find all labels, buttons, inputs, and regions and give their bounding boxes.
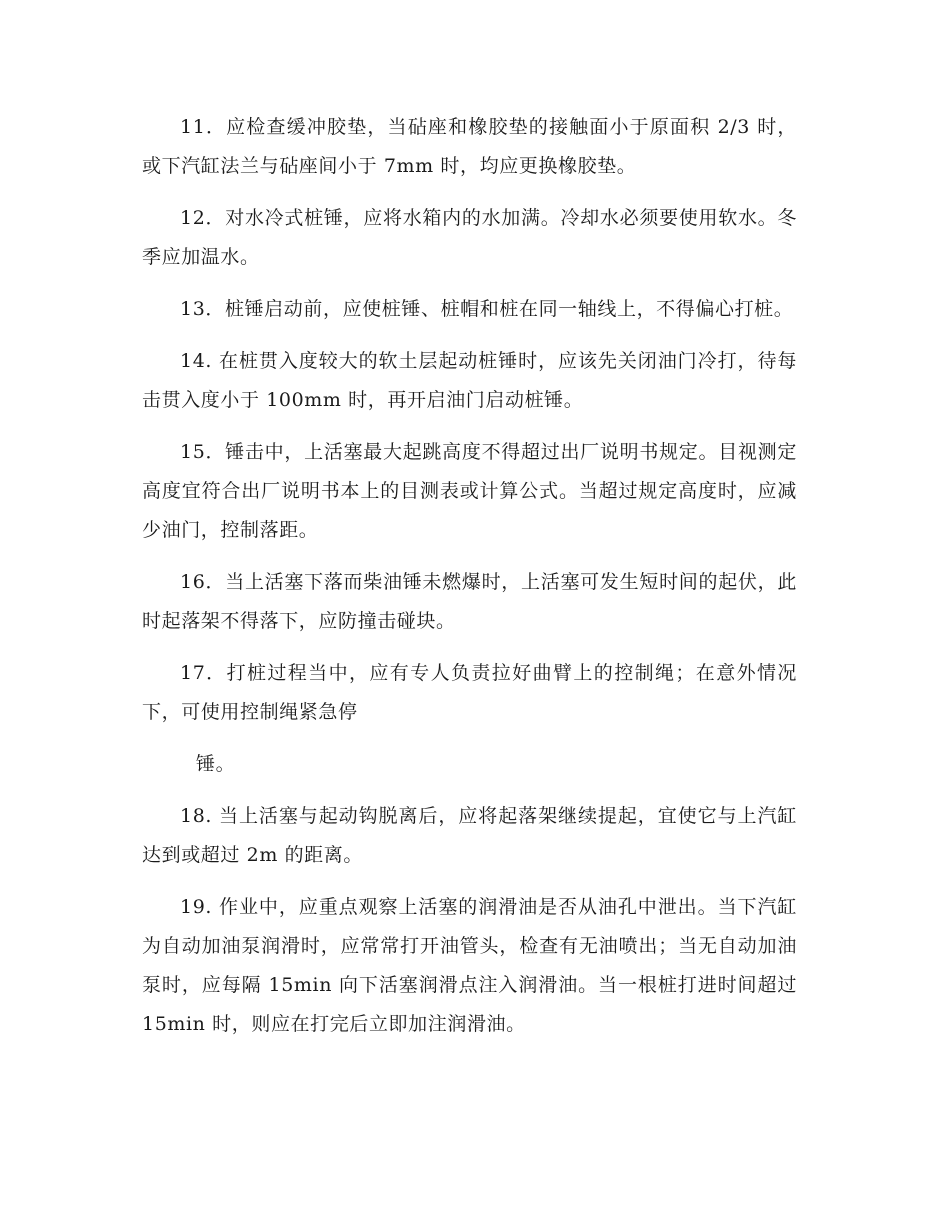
paragraph-item-17: 17．打桩过程当中，应有专人负责拉好曲臂上的控制绳；在意外情况下，可使用控制绳紧急停 bbox=[142, 662, 797, 723]
paragraph-item-13: 13．桩锤启动前，应使桩锤、桩帽和桩在同一轴线上，不得偏心打桩。 bbox=[180, 298, 794, 320]
paragraph-item-15: 15．锤击中，上活塞最大起跳高度不得超过出厂说明书规定。目视测定高度宜符合出厂说明书本上的目测表或计算公式。当超过规定高度时，应减少油门，控制落距。 bbox=[142, 441, 797, 541]
paragraph-item-11: 11．应检查缓冲胶垫，当砧座和橡胶垫的接触面小于原面积 2/3 时，或下汽缸法兰与砧座间小于 7mm 时，均应更换橡胶垫。 bbox=[142, 116, 797, 177]
paragraph-item-19: 19. 作业中，应重点观察上活塞的润滑油是否从油孔中泄出。当下汽缸为自动加油泵润滑时，应常常打开油管头，检查有无油喷出；当无自动加油泵时，应每隔 15min 向下活塞润滑点注入润滑油。当一根桩打进时间超过 15min 时，则应在打完后立即加注润滑油。 bbox=[142, 896, 797, 1035]
paragraph-item-12: 12．对水冷式桩锤，应将水箱内的水加满。冷却水必须要使用软水。冬季应加温水。 bbox=[142, 207, 797, 268]
paragraph-item-18: 18. 当上活塞与起动钩脱离后，应将起落架继续提起，宜使它与上汽缸达到或超过 2m 的距离。 bbox=[142, 805, 797, 866]
document-body bbox=[142, 108, 797, 1057]
paragraph-item-17-continuation: 锤。 bbox=[196, 753, 236, 775]
paragraph-item-16: 16．当上活塞下落而柴油锤未燃爆时，上活塞可发生短时间的起伏，此时起落架不得落下，应防撞击碰块。 bbox=[142, 571, 797, 632]
paragraph-item-14: 14. 在桩贯入度较大的软土层起动桩锤时，应该先关闭油门冷打，待每击贯入度小于 100mm 时，再开启油门启动桩锤。 bbox=[142, 350, 797, 411]
